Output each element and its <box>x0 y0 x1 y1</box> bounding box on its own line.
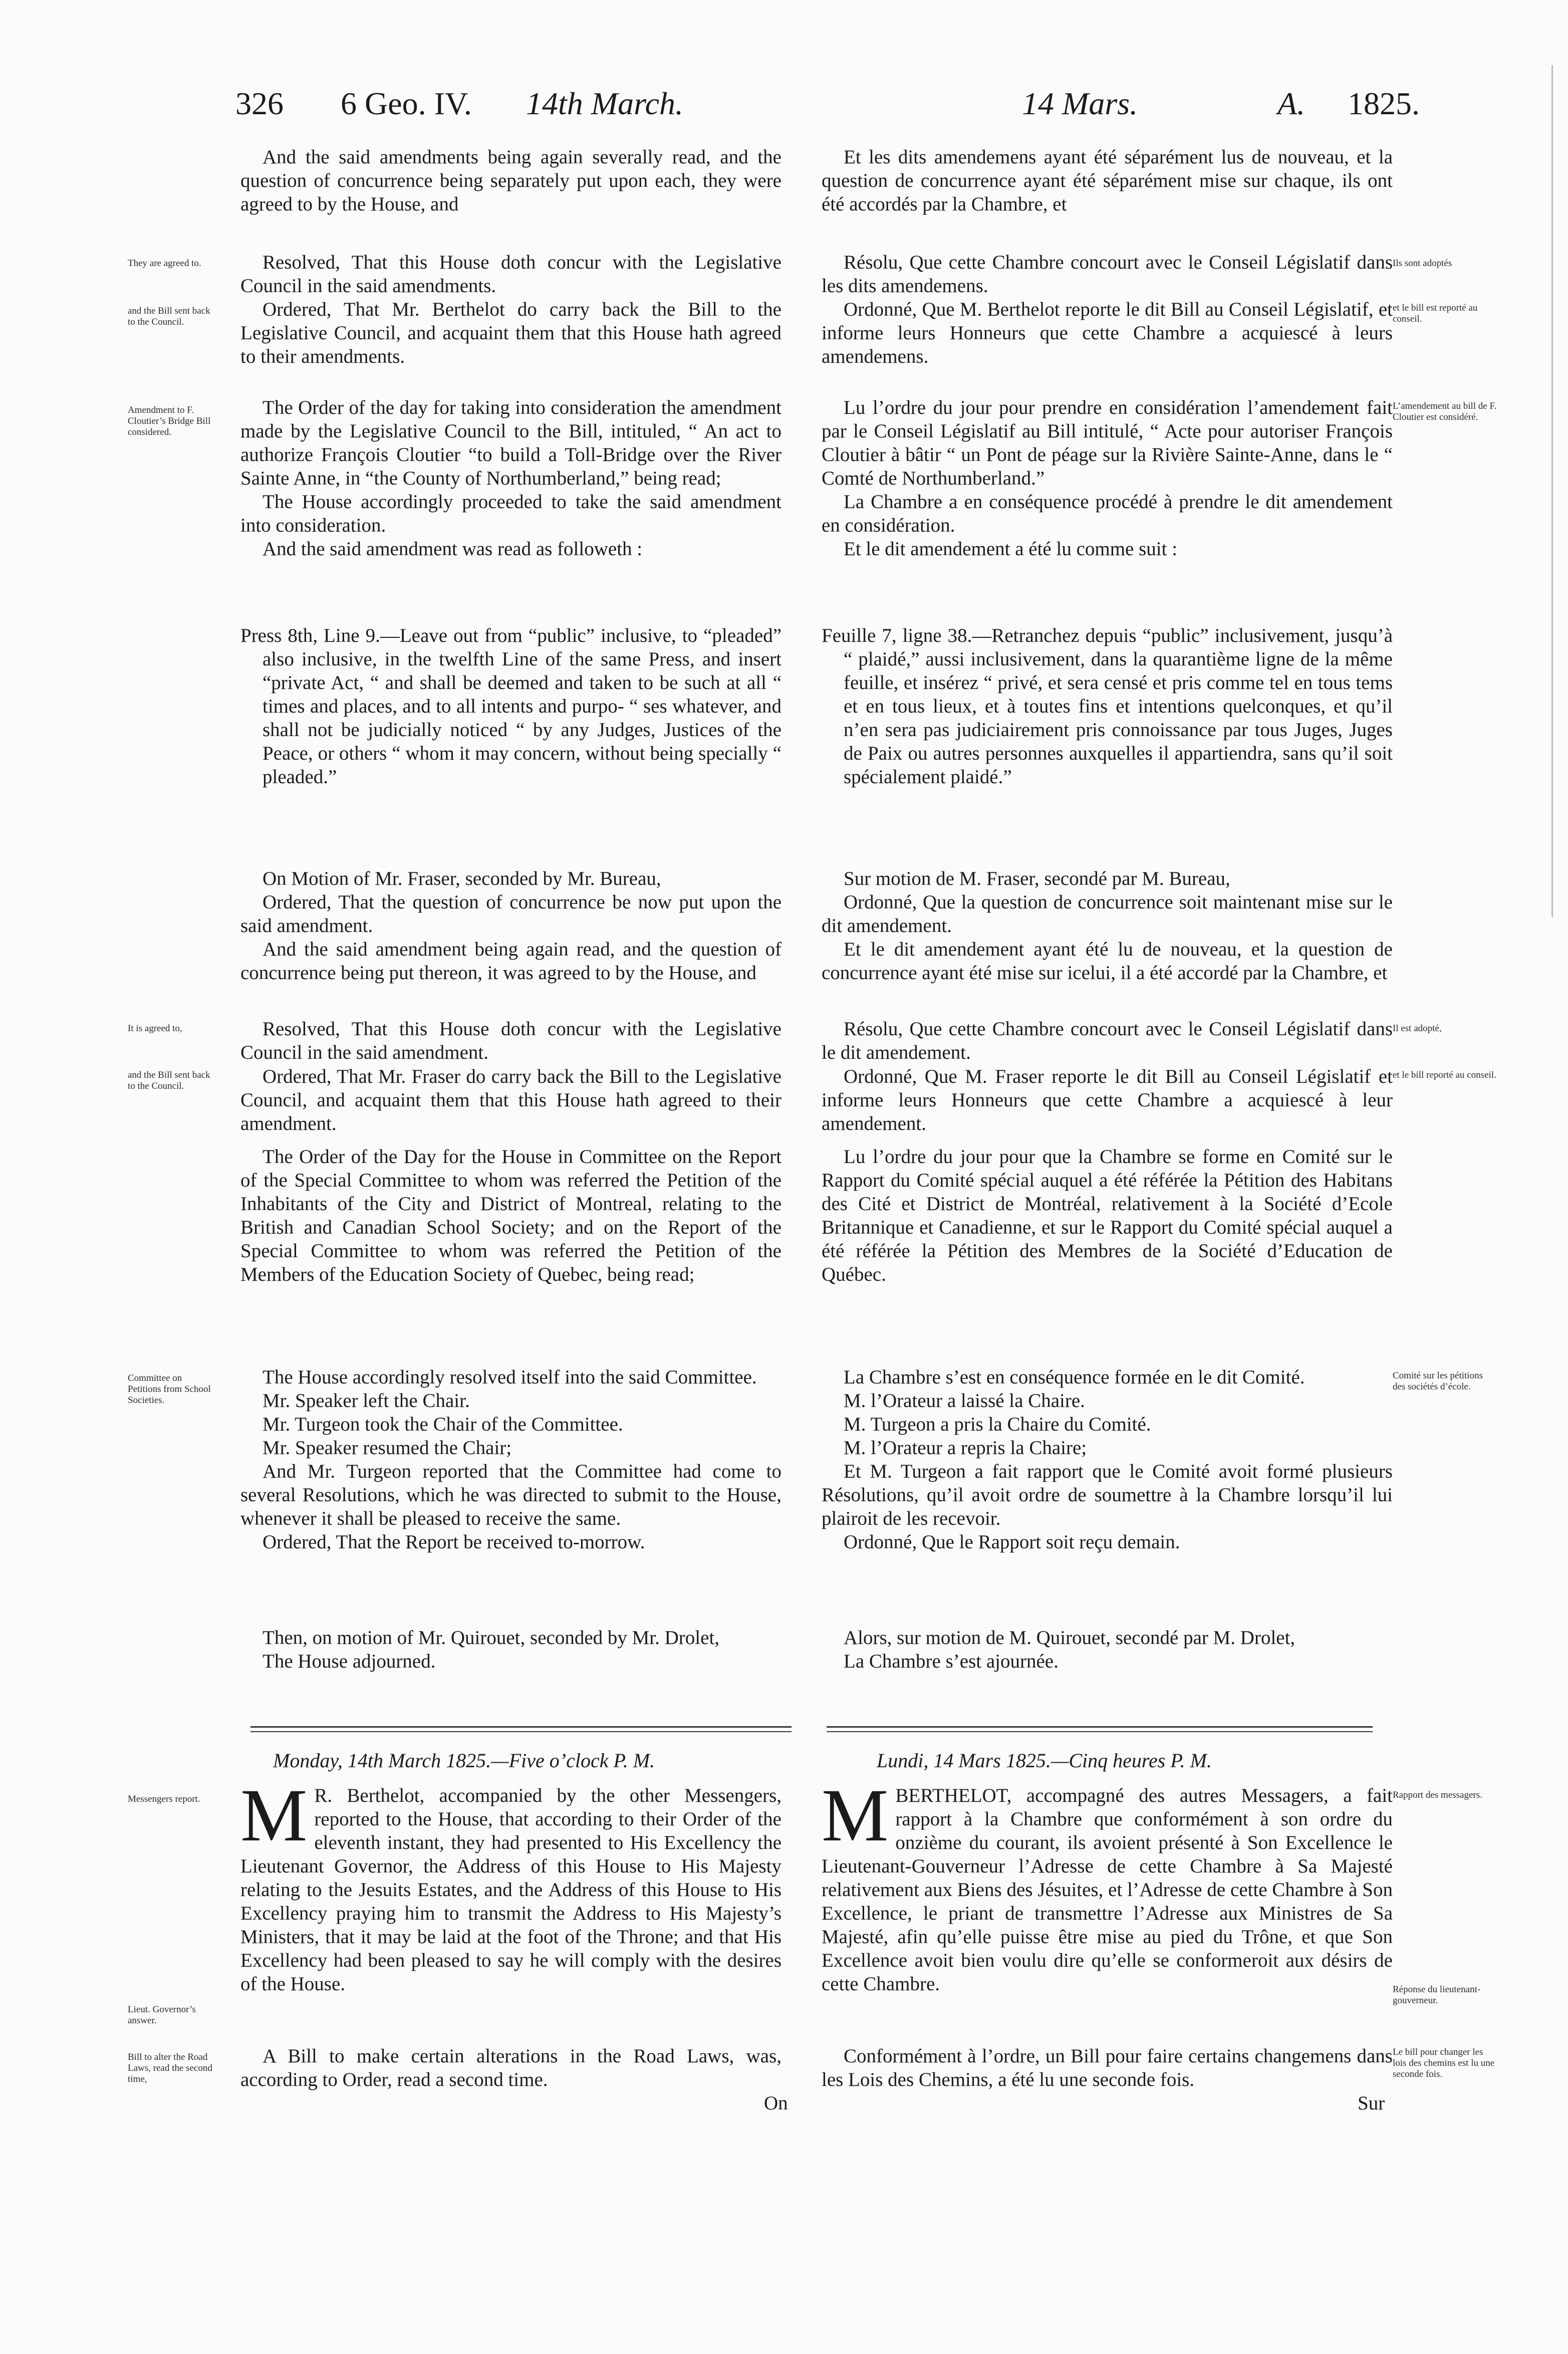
section-rule-fr <box>827 1726 1373 1728</box>
margin-note-fr: L’amendement au bill de F. Cloutier est considéré. <box>1393 401 1497 422</box>
en-paragraph: M R. Berthelot, accompanied by the other Messengers, reported to the House, that according to their Order of the eleventh instant, they had presented to His Excellency the Lieutenant Governor, the Address of this House to His Majesty relating to the Jesuits Estates, and the Address of this House to His Excellency praying him to transmit the Address to His Majesty’s Ministers, that it may be laid at the foot of the Throne; and that His Excellency had been pleased to say he will comply with the desires of the House. <box>240 1774 781 1995</box>
margin-note-en: It is agreed to, <box>128 1023 182 1034</box>
margin-note-en: and the Bill sent back to the Council. <box>128 1070 210 1091</box>
margin-note-fr: Il est adopté, <box>1393 1023 1442 1034</box>
fr-paragraph: Et les dits amendemens ayant été séparément lus de nouveau, et la question de concurrence ayant été séparément mise sur chaque, ils ont été accordés par la Chambre, et <box>822 146 1393 215</box>
en-paragraph: A Bill to make certain alterations in the Road Laws, was, according to Order, read a second time. <box>240 2045 781 2090</box>
fr-paragraph: Conformément à l’ordre, un Bill pour faire certains changemens dans les Lois des Chemins, a été lu une seconde fois. <box>822 2045 1393 2090</box>
margin-note-en: Bill to alter the Road Laws, read the second time, <box>128 2052 212 2084</box>
page-number: 326 <box>235 86 284 121</box>
fr-paragraph: Lu l’ordre du jour pour prendre en considération l’amendement fait par le Conseil Législatif au Bill intitulé, “ Acte pour autoriser François Cloutier à bâtir “ un Pont de péage sur la Rivière Sainte-Anne, dans le “ Comté de Northumberland.” La Chambre a en conséquence procédé à prendre le dit amendement en considération. Et le dit amendement a été lu comme suit : <box>822 397 1393 560</box>
margin-note-fr: Rapport des messagers. <box>1393 1790 1482 1800</box>
margin-note-fr: Ils sont adoptés <box>1393 258 1452 269</box>
en-paragraph: Resolved, That this House doth concur with the Legislative Council in the said amendments. <box>240 252 781 297</box>
en-paragraph: The House accordingly resolved itself into the said Committee. Mr. Speaker left the Chair. Mr. Turgeon took the Chair of the Committee. Mr. Speaker resumed the Chair; And Mr. Turgeon reported that the Committee had come to several Resolutions, which he was directed to submit to the House, whenever it shall be pleased to receive the same. Ordered, That the Report be received to-morrow. <box>240 1366 781 1553</box>
regnal-year: 6 Geo. IV. <box>341 86 472 121</box>
fr-paragraph: Ordonné, Que M. Fraser reporte le dit Bill au Conseil Législatif et informe leurs Honneurs que cette Chambre a acquiescé à leur amendement. <box>822 1066 1393 1134</box>
margin-note-fr: et le bill est reporté au conseil. <box>1393 303 1478 324</box>
fr-paragraph: La Chambre s’est en conséquence formée en le dit Comité. M. l’Orateur a laissé la Chaire. M. Turgeon a pris la Chaire du Comité. M. l’Orateur a repris la Chaire; Et M. Turgeon a fait rapport que le Comité avoit formé plusieurs Résolutions, qu’il avoit ordre de soumettre à la Chambre lorsqu’il lui plairoit de les recevoir. Ordonné, Que le Rapport soit reçu demain. <box>822 1366 1393 1553</box>
en-paragraph: The Order of the day for taking into consideration the amendment made by the Legislative Council to the Bill, intituled, “ An act to authorize François Cloutier “to build a Toll-Bridge over the River Sainte Anne, in “the County of Northumberland,” being read; The House accordingly proceeded to take the said amendment into consideration. And the said amendment was read as followeth : <box>240 397 781 560</box>
margin-note-fr: Le bill pour changer les lois des chemins est lu une seconde fois. <box>1393 2047 1495 2079</box>
margin-note-fr: Réponse du lieutenant-gouverneur. <box>1393 1984 1481 2006</box>
fr-paragraph: Résolu, Que cette Chambre concourt avec le Conseil Législatif dans les dits amendemens. <box>822 252 1393 297</box>
margin-note-en: and the Bill sent back to the Council. <box>128 306 210 327</box>
en-paragraph: And the said amendments being again severally read, and the question of concurrence being separately put upon each, they were agreed to by the House, and <box>240 146 781 215</box>
fr-paragraph: Ordonné, Que M. Berthelot reporte le dit Bill au Conseil Législatif, et informe leurs Honneurs que cette Chambre a acquiescé à leurs amendemens. <box>822 299 1393 367</box>
en-paragraph: The Order of the Day for the House in Committee on the Report of the Special Committee to whom was referred the Petition of the Inhabitants of the City and District of Montreal, relating to the British and Canadian School Society; and on the Report of the Special Committee to whom was referred the Petition of the Members of the Education Society of Quebec, being read; <box>240 1146 781 1285</box>
margin-note-en: They are agreed to. <box>128 258 201 269</box>
section-rule-en-2 <box>250 1731 792 1732</box>
date-english: 14th March. <box>526 86 684 121</box>
en-amendment-text: Press 8th, Line 9.—Leave out from “public” inclusive, to “pleaded” also inclusive, in the twelfth Line of the same Press, and insert “private Act, “ and shall be deemed and taken to be such at all “ times and places, and to all intents and purpo- “ ses whatever, and shall not be judicially noticed “ by any Judges, Justices of the Peace, or others “ whom it may concern, without being specially “ pleaded.” <box>240 625 781 788</box>
sitting-heading-fr: Lundi, 14 Mars 1825.—Cinq heures P. M. <box>877 1749 1212 1772</box>
fr-paragraph: Résolu, Que cette Chambre concourt avec le Conseil Législatif dans le dit amendement. <box>822 1018 1393 1063</box>
margin-note-en: Amendment to F. Cloutier’s Bridge Bill considered. <box>128 405 211 437</box>
year: 1825. <box>1348 86 1420 121</box>
margin-note-en: Lieut. Governor’s answer. <box>128 2004 196 2026</box>
en-paragraph: Ordered, That Mr. Fraser do carry back the Bill to the Legislative Council, and acquaint them that this House hath agreed to their amendment. <box>240 1066 781 1134</box>
page-edge-rule <box>1551 65 1553 917</box>
catchword-en: On <box>764 2092 788 2114</box>
en-paragraph: Then, on motion of Mr. Quirouet, seconded by Mr. Drolet, The House adjourned. <box>263 1627 720 1672</box>
year-letter: A. <box>1277 86 1305 121</box>
fr-paragraph: Lu l’ordre du jour pour que la Chambre se forme en Comité sur le Rapport du Comité spécial auquel a été référée la Pétition des Habitans des Cité et District de Montréal, relativement à la Société d’Ecole Britannique et Canadienne, et sur le Rapport du Comité spécial auquel a été référée la Pétition des Membres de la Société d’Education de Québec. <box>822 1146 1393 1285</box>
drop-cap-fr: M <box>822 1774 889 1857</box>
fr-amendment-text: Feuille 7, ligne 38.—Retranchez depuis “public” inclusivement, jusqu’à “ plaidé,” aussi inclusivement, dans la quarantième ligne de la même feuille, et insérez “ privé, et sera censé et pris comme tel en tous tems et en tous lieux, et à toutes fins et intentions quelconques, et qu’il n’en sera pas judiciairement pris connoissance par tous Juges, Juges de Paix ou autres personnes auxquelles il appartiendra, sans qu’il soit spécialement plaidé.” <box>822 625 1393 788</box>
section-rule-en <box>250 1726 792 1728</box>
en-paragraph: Ordered, That Mr. Berthelot do carry back the Bill to the Legislative Council, and acquaint them that this House hath agreed to their amendments. <box>240 299 781 367</box>
fr-paragraph: Sur motion de M. Fraser, secondé par M. Bureau, Ordonné, Que la question de concurrence soit maintenant mise sur le dit amendement. Et le dit amendement ayant été lu de nouveau, et la question de concurrence ayant été mise sur icelui, il a été accordé par la Chambre, et <box>822 868 1393 984</box>
en-paragraph: On Motion of Mr. Fraser, seconded by Mr. Bureau, Ordered, That the question of concurrence be now put upon the said amendment. And the said amendment being again read, and the question of concurrence being put thereon, it was agreed to by the House, and <box>240 868 781 984</box>
date-french: 14 Mars. <box>1022 86 1138 121</box>
margin-note-en: Messengers report. <box>128 1794 200 1804</box>
margin-note-en: Committee on Petitions from School Societies. <box>128 1373 211 1405</box>
drop-cap-en: M <box>240 1774 308 1857</box>
fr-paragraph: MBERTHELOT, accompagné des autres Messagers, a fait rapport à la Chambre que conformément à son ordre du onzième du courant, ils avoient présenté à Son Excellence le Lieutenant-Gouverneur l’Adresse de cette Chambre à Sa Majesté relativement aux Biens des Jésuites, et l’Adresse de cette Chambre à Son Excellence, le priant de transmettre l’Adresse aux Ministres de Sa Majesté, afin qu’elle puisse être mise au pied du Trône, et que Son Excellence avoit bien voulu dire qu’elle se conformeroit aux désirs de cette Chambre. <box>822 1774 1393 1995</box>
catchword-fr: Sur <box>1358 2092 1385 2114</box>
margin-note-fr: Comité sur les pétitions des sociétés d’école. <box>1393 1370 1483 1392</box>
sitting-heading-en: Monday, 14th March 1825.—Five o’clock P. M. <box>273 1749 655 1772</box>
en-paragraph: Resolved, That this House doth concur with the Legislative Council in the said amendment. <box>240 1018 781 1063</box>
margin-note-fr: et le bill reporté au conseil. <box>1393 1070 1496 1080</box>
section-rule-fr-2 <box>827 1731 1373 1732</box>
fr-paragraph: Alors, sur motion de M. Quirouet, secondé par M. Drolet, La Chambre s’est ajournée. <box>844 1627 1295 1672</box>
